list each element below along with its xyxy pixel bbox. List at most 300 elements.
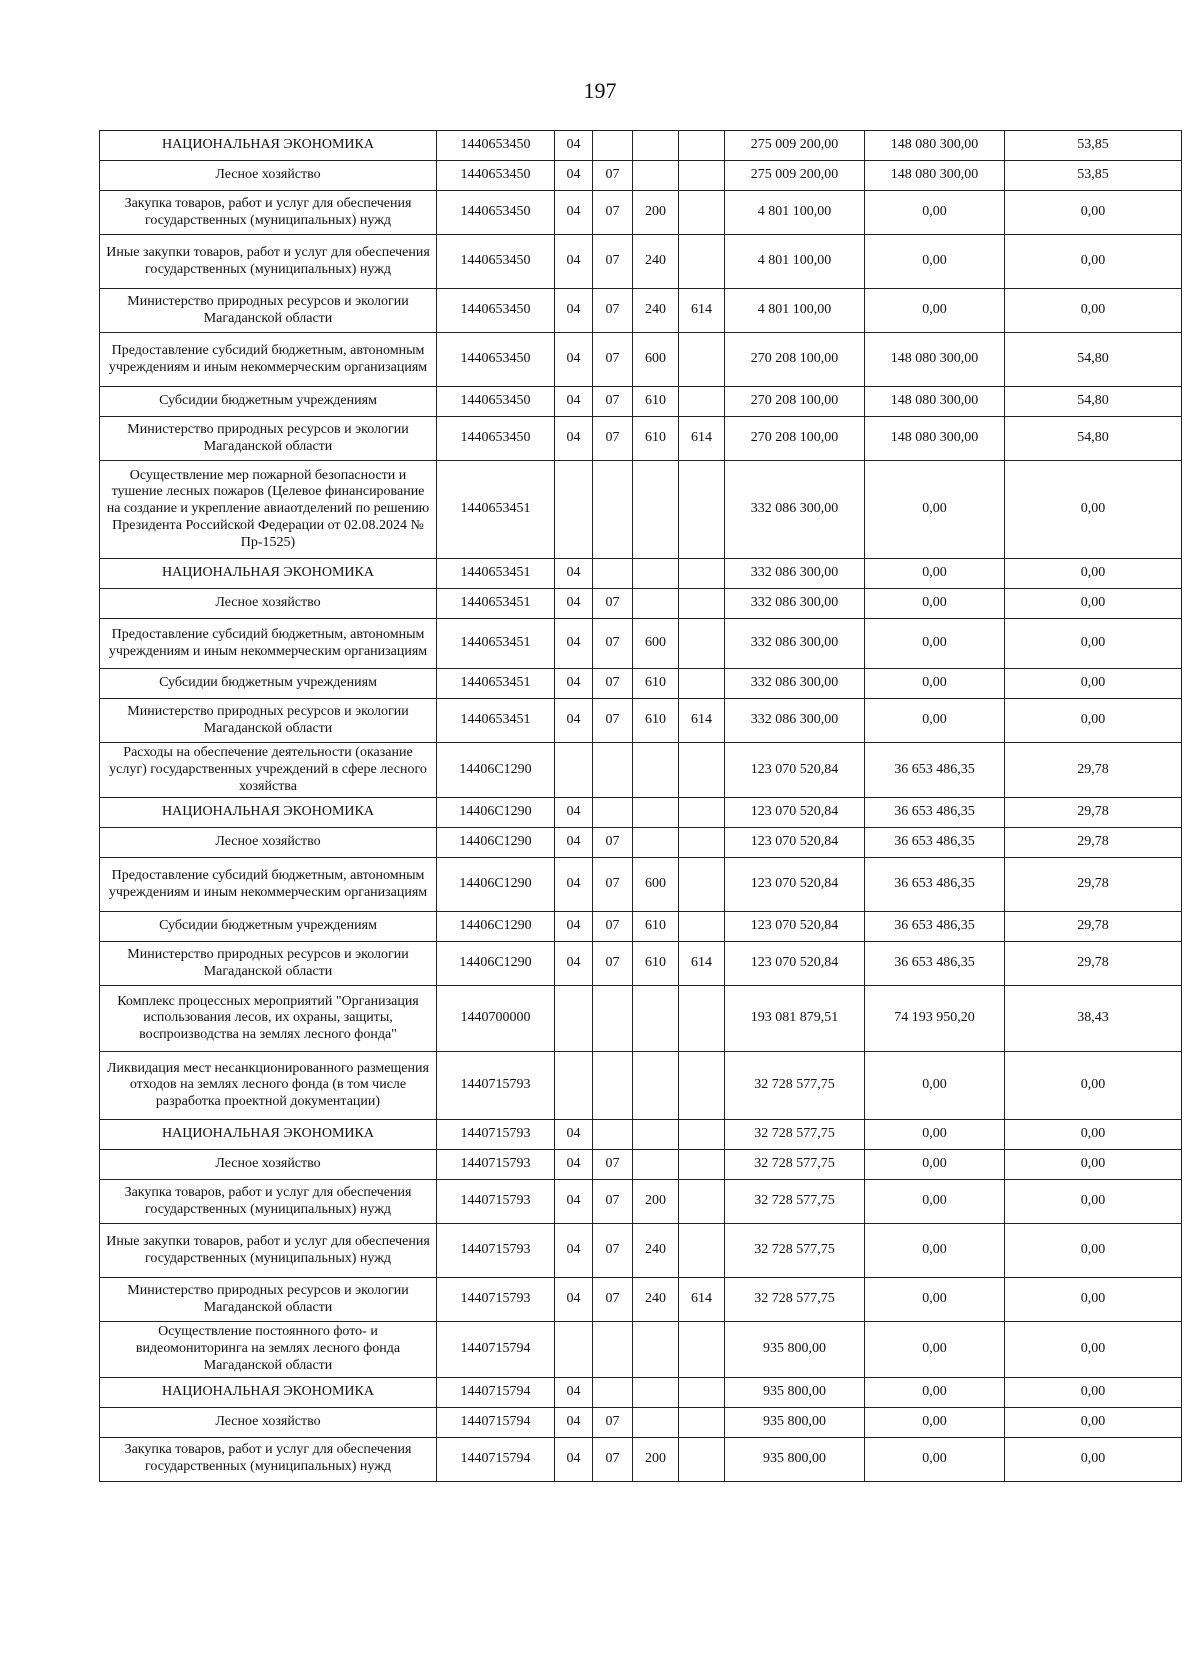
table-row <box>100 619 1182 669</box>
table-row <box>100 986 1182 1052</box>
target-article-cell: 1440715794 <box>437 1322 555 1377</box>
expense-type-cell <box>633 1322 679 1377</box>
section-cell: 04 <box>555 619 593 669</box>
target-article-cell: 1440715793 <box>437 1120 555 1150</box>
section-cell: 04 <box>555 699 593 743</box>
target-article-cell: 1440653451 <box>437 669 555 699</box>
planned-amount-cell: 935 800,00 <box>725 1377 865 1407</box>
target-article-cell: 1440653450 <box>437 333 555 387</box>
subsection-cell: 07 <box>593 235 633 289</box>
expense-type-cell: 240 <box>633 235 679 289</box>
section-cell: 04 <box>555 1437 593 1481</box>
administrator-cell <box>679 131 725 161</box>
table-row <box>100 942 1182 986</box>
table-row <box>100 461 1182 559</box>
planned-amount-cell: 123 070 520,84 <box>725 858 865 912</box>
budget-table <box>99 130 1182 1482</box>
table-row <box>100 743 1182 798</box>
execution-percent-cell: 0,00 <box>1005 1224 1182 1278</box>
target-article-cell: 14406С1290 <box>437 798 555 828</box>
expense-name-cell: НАЦИОНАЛЬНАЯ ЭКОНОМИКА <box>100 1120 437 1150</box>
planned-amount-cell: 332 086 300,00 <box>725 461 865 559</box>
table-row <box>100 1278 1182 1322</box>
subsection-cell: 07 <box>593 1437 633 1481</box>
administrator-cell <box>679 1322 725 1377</box>
planned-amount-cell: 123 070 520,84 <box>725 942 865 986</box>
administrator-cell <box>679 619 725 669</box>
expense-name-cell: Предоставление субсидий бюджетным, автономным учреждениям и иным некоммерческим организациям <box>100 858 437 912</box>
expense-type-cell <box>633 1120 679 1150</box>
table-row <box>100 191 1182 235</box>
subsection-cell <box>593 559 633 589</box>
actual-amount-cell: 0,00 <box>865 1052 1005 1120</box>
actual-amount-cell: 148 080 300,00 <box>865 333 1005 387</box>
expense-type-cell <box>633 798 679 828</box>
expense-name-cell: Осуществление мер пожарной безопасности и тушение лесных пожаров (Целевое финансирование на создание и укрепление авиаотделений по решению Президента Российской Федерации от 02.08.2024 № Пр-1525) <box>100 461 437 559</box>
target-article-cell: 1440715793 <box>437 1224 555 1278</box>
execution-percent-cell: 0,00 <box>1005 289 1182 333</box>
section-cell: 04 <box>555 1180 593 1224</box>
table-row <box>100 559 1182 589</box>
actual-amount-cell: 36 653 486,35 <box>865 858 1005 912</box>
administrator-cell <box>679 858 725 912</box>
actual-amount-cell: 0,00 <box>865 589 1005 619</box>
table-row <box>100 858 1182 912</box>
expense-name-cell: Иные закупки товаров, работ и услуг для обеспечения государственных (муниципальных) нужд <box>100 1224 437 1278</box>
target-article-cell: 1440653451 <box>437 559 555 589</box>
section-cell: 04 <box>555 798 593 828</box>
actual-amount-cell: 0,00 <box>865 699 1005 743</box>
subsection-cell: 07 <box>593 1180 633 1224</box>
expense-type-cell <box>633 461 679 559</box>
planned-amount-cell: 32 728 577,75 <box>725 1052 865 1120</box>
administrator-cell: 614 <box>679 417 725 461</box>
section-cell: 04 <box>555 333 593 387</box>
planned-amount-cell: 123 070 520,84 <box>725 798 865 828</box>
table-row <box>100 589 1182 619</box>
target-article-cell: 1440653450 <box>437 191 555 235</box>
expense-name-cell: Комплекс процессных мероприятий "Организация использования лесов, их охраны, защиты, воспроизводства на землях лесного фонда" <box>100 986 437 1052</box>
expense-type-cell: 240 <box>633 289 679 333</box>
planned-amount-cell: 332 086 300,00 <box>725 589 865 619</box>
administrator-cell <box>679 387 725 417</box>
planned-amount-cell: 275 009 200,00 <box>725 131 865 161</box>
section-cell: 04 <box>555 1407 593 1437</box>
execution-percent-cell: 0,00 <box>1005 619 1182 669</box>
target-article-cell: 1440700000 <box>437 986 555 1052</box>
expense-name-cell: Субсидии бюджетным учреждениям <box>100 669 437 699</box>
section-cell: 04 <box>555 235 593 289</box>
section-cell <box>555 1052 593 1120</box>
actual-amount-cell: 148 080 300,00 <box>865 417 1005 461</box>
expense-type-cell <box>633 131 679 161</box>
actual-amount-cell: 0,00 <box>865 1224 1005 1278</box>
expense-name-cell: Министерство природных ресурсов и экологии Магаданской области <box>100 289 437 333</box>
section-cell: 04 <box>555 1120 593 1150</box>
administrator-cell: 614 <box>679 699 725 743</box>
expense-type-cell <box>633 828 679 858</box>
administrator-cell <box>679 461 725 559</box>
actual-amount-cell: 0,00 <box>865 1278 1005 1322</box>
execution-percent-cell: 0,00 <box>1005 1407 1182 1437</box>
subsection-cell <box>593 461 633 559</box>
administrator-cell <box>679 333 725 387</box>
target-article-cell: 1440715793 <box>437 1150 555 1180</box>
expense-type-cell <box>633 1150 679 1180</box>
actual-amount-cell: 0,00 <box>865 1407 1005 1437</box>
administrator-cell <box>679 669 725 699</box>
expense-name-cell: Лесное хозяйство <box>100 161 437 191</box>
section-cell: 04 <box>555 191 593 235</box>
target-article-cell: 14406С1290 <box>437 942 555 986</box>
expense-type-cell: 240 <box>633 1224 679 1278</box>
table-row <box>100 289 1182 333</box>
actual-amount-cell: 0,00 <box>865 461 1005 559</box>
expense-name-cell: Ликвидация мест несанкционированного размещения отходов на землях лесного фонда (в том числе разработка проектной документации) <box>100 1052 437 1120</box>
execution-percent-cell: 0,00 <box>1005 1150 1182 1180</box>
target-article-cell: 1440715794 <box>437 1407 555 1437</box>
administrator-cell <box>679 191 725 235</box>
actual-amount-cell: 0,00 <box>865 1180 1005 1224</box>
table-row <box>100 1120 1182 1150</box>
execution-percent-cell: 54,80 <box>1005 417 1182 461</box>
execution-percent-cell: 0,00 <box>1005 559 1182 589</box>
planned-amount-cell: 935 800,00 <box>725 1407 865 1437</box>
expense-type-cell: 610 <box>633 669 679 699</box>
expense-name-cell: Лесное хозяйство <box>100 1150 437 1180</box>
planned-amount-cell: 332 086 300,00 <box>725 669 865 699</box>
table-row <box>100 417 1182 461</box>
target-article-cell: 1440715794 <box>437 1437 555 1481</box>
subsection-cell: 07 <box>593 619 633 669</box>
expense-name-cell: Министерство природных ресурсов и экологии Магаданской области <box>100 1278 437 1322</box>
expense-name-cell: Лесное хозяйство <box>100 589 437 619</box>
execution-percent-cell: 29,78 <box>1005 743 1182 798</box>
execution-percent-cell: 0,00 <box>1005 1052 1182 1120</box>
administrator-cell <box>679 1224 725 1278</box>
actual-amount-cell: 36 653 486,35 <box>865 828 1005 858</box>
execution-percent-cell: 0,00 <box>1005 461 1182 559</box>
expense-type-cell <box>633 559 679 589</box>
execution-percent-cell: 0,00 <box>1005 1120 1182 1150</box>
subsection-cell: 07 <box>593 942 633 986</box>
planned-amount-cell: 332 086 300,00 <box>725 619 865 669</box>
expense-name-cell: НАЦИОНАЛЬНАЯ ЭКОНОМИКА <box>100 1377 437 1407</box>
subsection-cell <box>593 1052 633 1120</box>
expense-type-cell: 600 <box>633 858 679 912</box>
actual-amount-cell: 36 653 486,35 <box>865 798 1005 828</box>
target-article-cell: 14406С1290 <box>437 858 555 912</box>
expense-type-cell: 610 <box>633 387 679 417</box>
subsection-cell: 07 <box>593 1278 633 1322</box>
subsection-cell: 07 <box>593 417 633 461</box>
execution-percent-cell: 0,00 <box>1005 699 1182 743</box>
expense-type-cell: 600 <box>633 333 679 387</box>
planned-amount-cell: 32 728 577,75 <box>725 1180 865 1224</box>
actual-amount-cell: 0,00 <box>865 1120 1005 1150</box>
section-cell: 04 <box>555 589 593 619</box>
expense-name-cell: НАЦИОНАЛЬНАЯ ЭКОНОМИКА <box>100 798 437 828</box>
administrator-cell <box>679 1150 725 1180</box>
administrator-cell <box>679 798 725 828</box>
section-cell <box>555 986 593 1052</box>
subsection-cell: 07 <box>593 858 633 912</box>
target-article-cell: 1440653451 <box>437 699 555 743</box>
table-row <box>100 161 1182 191</box>
planned-amount-cell: 270 208 100,00 <box>725 333 865 387</box>
target-article-cell: 1440653450 <box>437 161 555 191</box>
administrator-cell <box>679 1052 725 1120</box>
actual-amount-cell: 0,00 <box>865 1377 1005 1407</box>
planned-amount-cell: 4 801 100,00 <box>725 235 865 289</box>
administrator-cell: 614 <box>679 942 725 986</box>
planned-amount-cell: 123 070 520,84 <box>725 912 865 942</box>
section-cell <box>555 461 593 559</box>
subsection-cell: 07 <box>593 289 633 333</box>
subsection-cell: 07 <box>593 912 633 942</box>
subsection-cell: 07 <box>593 589 633 619</box>
execution-percent-cell: 0,00 <box>1005 191 1182 235</box>
table-row <box>100 1437 1182 1481</box>
expense-type-cell: 610 <box>633 699 679 743</box>
subsection-cell: 07 <box>593 1224 633 1278</box>
expense-type-cell <box>633 986 679 1052</box>
planned-amount-cell: 270 208 100,00 <box>725 417 865 461</box>
actual-amount-cell: 0,00 <box>865 669 1005 699</box>
administrator-cell <box>679 161 725 191</box>
section-cell: 04 <box>555 1150 593 1180</box>
table-row <box>100 912 1182 942</box>
actual-amount-cell: 0,00 <box>865 235 1005 289</box>
administrator-cell <box>679 986 725 1052</box>
section-cell: 04 <box>555 417 593 461</box>
expense-type-cell: 600 <box>633 619 679 669</box>
table-row <box>100 669 1182 699</box>
execution-percent-cell: 38,43 <box>1005 986 1182 1052</box>
table-row <box>100 333 1182 387</box>
actual-amount-cell: 0,00 <box>865 191 1005 235</box>
planned-amount-cell: 332 086 300,00 <box>725 559 865 589</box>
section-cell: 04 <box>555 559 593 589</box>
planned-amount-cell: 4 801 100,00 <box>725 289 865 333</box>
table-row <box>100 1180 1182 1224</box>
actual-amount-cell: 0,00 <box>865 559 1005 589</box>
table-row <box>100 1150 1182 1180</box>
section-cell: 04 <box>555 912 593 942</box>
expense-type-cell <box>633 589 679 619</box>
actual-amount-cell: 36 653 486,35 <box>865 942 1005 986</box>
actual-amount-cell: 148 080 300,00 <box>865 387 1005 417</box>
planned-amount-cell: 275 009 200,00 <box>725 161 865 191</box>
target-article-cell: 1440715793 <box>437 1278 555 1322</box>
target-article-cell: 1440653451 <box>437 461 555 559</box>
planned-amount-cell: 32 728 577,75 <box>725 1224 865 1278</box>
table-row <box>100 798 1182 828</box>
expense-name-cell: Министерство природных ресурсов и экологии Магаданской области <box>100 699 437 743</box>
section-cell: 04 <box>555 161 593 191</box>
table-row <box>100 1407 1182 1437</box>
table-row <box>100 828 1182 858</box>
actual-amount-cell: 36 653 486,35 <box>865 743 1005 798</box>
expense-name-cell: Предоставление субсидий бюджетным, автономным учреждениям и иным некоммерческим организациям <box>100 333 437 387</box>
actual-amount-cell: 0,00 <box>865 1437 1005 1481</box>
execution-percent-cell: 29,78 <box>1005 912 1182 942</box>
expense-type-cell: 610 <box>633 417 679 461</box>
execution-percent-cell: 0,00 <box>1005 1180 1182 1224</box>
table-row <box>100 387 1182 417</box>
subsection-cell <box>593 1377 633 1407</box>
subsection-cell: 07 <box>593 828 633 858</box>
expense-type-cell <box>633 161 679 191</box>
expense-name-cell: Расходы на обеспечение деятельности (оказание услуг) государственных учреждений в сфере лесного хозяйства <box>100 743 437 798</box>
target-article-cell: 1440715793 <box>437 1052 555 1120</box>
table-row <box>100 1377 1182 1407</box>
expense-name-cell: Закупка товаров, работ и услуг для обеспечения государственных (муниципальных) нужд <box>100 191 437 235</box>
execution-percent-cell: 53,85 <box>1005 161 1182 191</box>
section-cell: 04 <box>555 131 593 161</box>
planned-amount-cell: 332 086 300,00 <box>725 699 865 743</box>
administrator-cell: 614 <box>679 1278 725 1322</box>
target-article-cell: 1440653450 <box>437 417 555 461</box>
section-cell <box>555 1322 593 1377</box>
section-cell: 04 <box>555 858 593 912</box>
section-cell: 04 <box>555 387 593 417</box>
actual-amount-cell: 148 080 300,00 <box>865 161 1005 191</box>
execution-percent-cell: 0,00 <box>1005 1322 1182 1377</box>
section-cell: 04 <box>555 289 593 333</box>
page-number: 197 <box>583 78 617 103</box>
table-row <box>100 1052 1182 1120</box>
expense-name-cell: НАЦИОНАЛЬНАЯ ЭКОНОМИКА <box>100 131 437 161</box>
target-article-cell: 1440653450 <box>437 235 555 289</box>
administrator-cell <box>679 1437 725 1481</box>
subsection-cell: 07 <box>593 699 633 743</box>
planned-amount-cell: 193 081 879,51 <box>725 986 865 1052</box>
section-cell <box>555 743 593 798</box>
target-article-cell: 1440653450 <box>437 289 555 333</box>
execution-percent-cell: 29,78 <box>1005 942 1182 986</box>
expense-type-cell: 610 <box>633 912 679 942</box>
planned-amount-cell: 935 800,00 <box>725 1322 865 1377</box>
expense-type-cell <box>633 743 679 798</box>
administrator-cell <box>679 559 725 589</box>
actual-amount-cell: 0,00 <box>865 1322 1005 1377</box>
administrator-cell <box>679 1180 725 1224</box>
subsection-cell <box>593 743 633 798</box>
table-row <box>100 1224 1182 1278</box>
execution-percent-cell: 29,78 <box>1005 858 1182 912</box>
planned-amount-cell: 123 070 520,84 <box>725 743 865 798</box>
planned-amount-cell: 32 728 577,75 <box>725 1120 865 1150</box>
administrator-cell <box>679 828 725 858</box>
expense-type-cell <box>633 1377 679 1407</box>
section-cell: 04 <box>555 828 593 858</box>
target-article-cell: 14406С1290 <box>437 828 555 858</box>
expense-name-cell: Осуществление постоянного фото- и видеомониторинга на землях лесного фонда Магаданской области <box>100 1322 437 1377</box>
expense-name-cell: Закупка товаров, работ и услуг для обеспечения государственных (муниципальных) нужд <box>100 1180 437 1224</box>
actual-amount-cell: 0,00 <box>865 289 1005 333</box>
table-row <box>100 1322 1182 1377</box>
administrator-cell <box>679 743 725 798</box>
section-cell: 04 <box>555 1278 593 1322</box>
subsection-cell <box>593 131 633 161</box>
planned-amount-cell: 270 208 100,00 <box>725 387 865 417</box>
subsection-cell <box>593 1322 633 1377</box>
expense-type-cell: 200 <box>633 1437 679 1481</box>
section-cell: 04 <box>555 1377 593 1407</box>
execution-percent-cell: 0,00 <box>1005 1377 1182 1407</box>
planned-amount-cell: 123 070 520,84 <box>725 828 865 858</box>
execution-percent-cell: 53,85 <box>1005 131 1182 161</box>
subsection-cell <box>593 986 633 1052</box>
expense-name-cell: Закупка товаров, работ и услуг для обеспечения государственных (муниципальных) нужд <box>100 1437 437 1481</box>
section-cell: 04 <box>555 942 593 986</box>
administrator-cell: 614 <box>679 289 725 333</box>
administrator-cell <box>679 1120 725 1150</box>
expense-name-cell: Субсидии бюджетным учреждениям <box>100 387 437 417</box>
target-article-cell: 1440653450 <box>437 131 555 161</box>
expense-type-cell: 240 <box>633 1278 679 1322</box>
expense-type-cell: 200 <box>633 191 679 235</box>
table-row <box>100 131 1182 161</box>
subsection-cell <box>593 798 633 828</box>
execution-percent-cell: 29,78 <box>1005 798 1182 828</box>
subsection-cell: 07 <box>593 1150 633 1180</box>
planned-amount-cell: 32 728 577,75 <box>725 1278 865 1322</box>
expense-type-cell: 200 <box>633 1180 679 1224</box>
target-article-cell: 1440653451 <box>437 589 555 619</box>
expense-name-cell: Министерство природных ресурсов и экологии Магаданской области <box>100 942 437 986</box>
administrator-cell <box>679 235 725 289</box>
target-article-cell: 1440653451 <box>437 619 555 669</box>
table-row <box>100 699 1182 743</box>
table-body <box>100 131 1182 1482</box>
expense-name-cell: Иные закупки товаров, работ и услуг для обеспечения государственных (муниципальных) нужд <box>100 235 437 289</box>
expense-type-cell <box>633 1407 679 1437</box>
section-cell: 04 <box>555 669 593 699</box>
subsection-cell <box>593 1120 633 1150</box>
administrator-cell <box>679 1377 725 1407</box>
target-article-cell: 1440715794 <box>437 1377 555 1407</box>
subsection-cell: 07 <box>593 669 633 699</box>
execution-percent-cell: 0,00 <box>1005 1278 1182 1322</box>
actual-amount-cell: 148 080 300,00 <box>865 131 1005 161</box>
execution-percent-cell: 54,80 <box>1005 333 1182 387</box>
target-article-cell: 14406С1290 <box>437 743 555 798</box>
target-article-cell: 14406С1290 <box>437 912 555 942</box>
expense-name-cell: Предоставление субсидий бюджетным, автономным учреждениям и иным некоммерческим организациям <box>100 619 437 669</box>
actual-amount-cell: 0,00 <box>865 619 1005 669</box>
subsection-cell: 07 <box>593 333 633 387</box>
administrator-cell <box>679 912 725 942</box>
expense-name-cell: Лесное хозяйство <box>100 1407 437 1437</box>
subsection-cell: 07 <box>593 161 633 191</box>
administrator-cell <box>679 589 725 619</box>
actual-amount-cell: 74 193 950,20 <box>865 986 1005 1052</box>
planned-amount-cell: 4 801 100,00 <box>725 191 865 235</box>
actual-amount-cell: 0,00 <box>865 1150 1005 1180</box>
actual-amount-cell: 36 653 486,35 <box>865 912 1005 942</box>
expense-name-cell: НАЦИОНАЛЬНАЯ ЭКОНОМИКА <box>100 559 437 589</box>
execution-percent-cell: 0,00 <box>1005 589 1182 619</box>
administrator-cell <box>679 1407 725 1437</box>
section-cell: 04 <box>555 1224 593 1278</box>
subsection-cell: 07 <box>593 1407 633 1437</box>
expense-name-cell: Субсидии бюджетным учреждениям <box>100 912 437 942</box>
table-row <box>100 235 1182 289</box>
execution-percent-cell: 0,00 <box>1005 669 1182 699</box>
subsection-cell: 07 <box>593 191 633 235</box>
